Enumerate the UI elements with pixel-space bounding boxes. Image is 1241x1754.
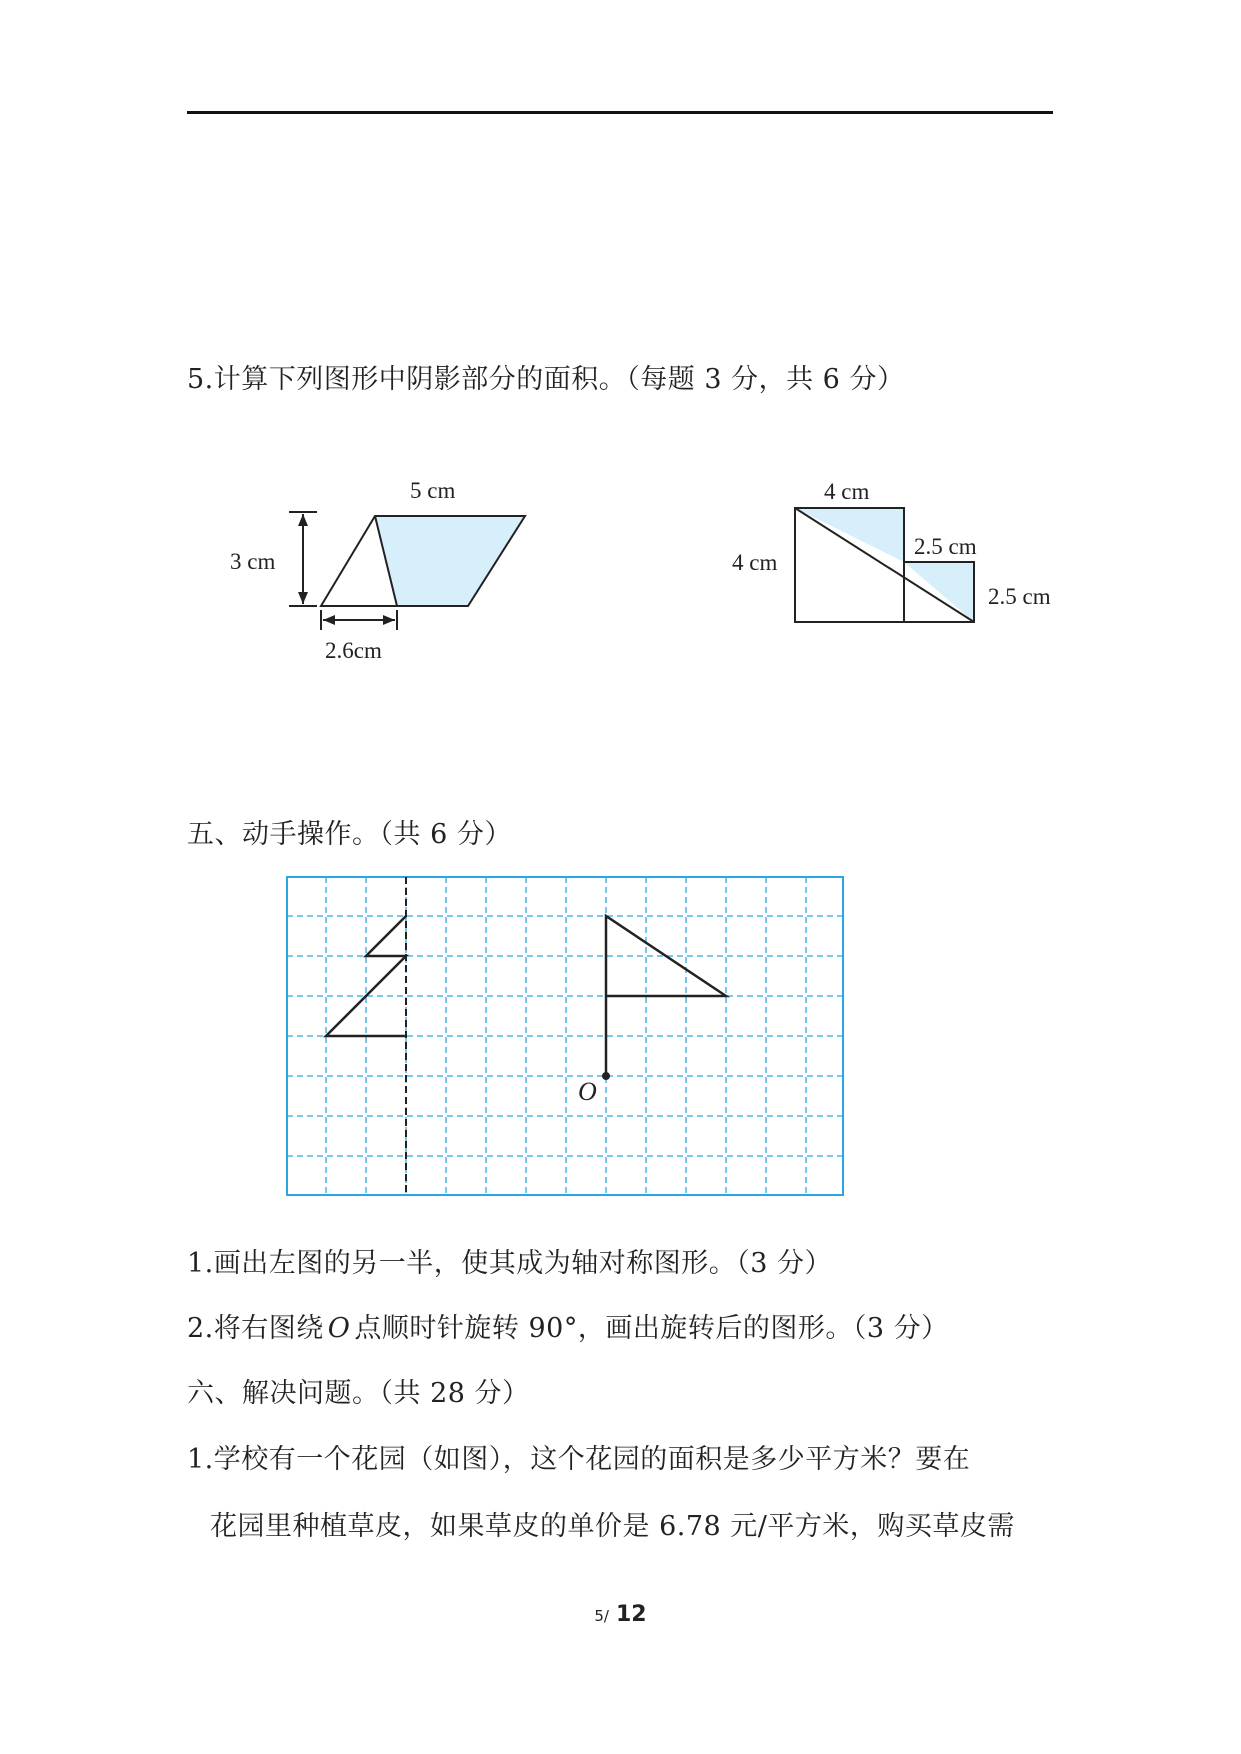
label-big-top: 4 cm [824,479,870,504]
page-number [0,1602,1241,1627]
label-big-left: 4 cm [732,550,778,575]
drawing-grid [286,876,844,1196]
label-small-top: 2.5 cm [914,534,977,559]
height-arrow-head-bottom [298,592,308,604]
section5-heading: 五、动手操作。（共 6 分） [187,819,512,850]
header-rule [187,111,1053,114]
section6-heading: 六、解决问题。（共 28 分） [187,1378,530,1409]
shaded-small-quad [904,562,974,622]
label-top: 5 cm [410,478,456,503]
base-arrow-head-left [323,615,335,625]
q1-line2: 花园里种植草皮，如果草皮的单价是 6.78 元/平方米，购买草皮需 [210,1511,1015,1542]
q5-heading: 5.计算下列图形中阴影部分的面积。（每题 3 分，共 6 分） [187,364,905,395]
task2 [187,1312,949,1346]
task2-point-o: O [327,1313,351,1344]
figure-squares [720,470,1080,640]
base-arrow-head-right [383,615,395,625]
task2-part1: 2.将右图绕 [187,1313,324,1344]
task1: 1.画出左图的另一半，使其成为轴对称图形。（3 分） [187,1248,833,1279]
page-current: 5/ [594,1607,609,1625]
page-total: 12 [615,1602,647,1627]
figure-parallelogram [220,470,540,670]
shaded-trapezoid [375,516,525,606]
label-small-right: 2.5 cm [988,584,1051,609]
label-base: 2.6cm [325,638,382,663]
task2-part2: 点顺时针旋转 90°，画出旋转后的图形。（3 分） [354,1313,949,1344]
height-arrow-head-top [298,514,308,526]
shaded-top-triangle [795,508,904,562]
label-height: 3 cm [230,549,276,574]
q1-line1: 1.学校有一个花园（如图），这个花园的面积是多少平方米？要在 [187,1444,971,1475]
point-o [602,1072,610,1080]
flag-figure [606,916,726,1076]
point-o-label: O [578,1077,597,1106]
